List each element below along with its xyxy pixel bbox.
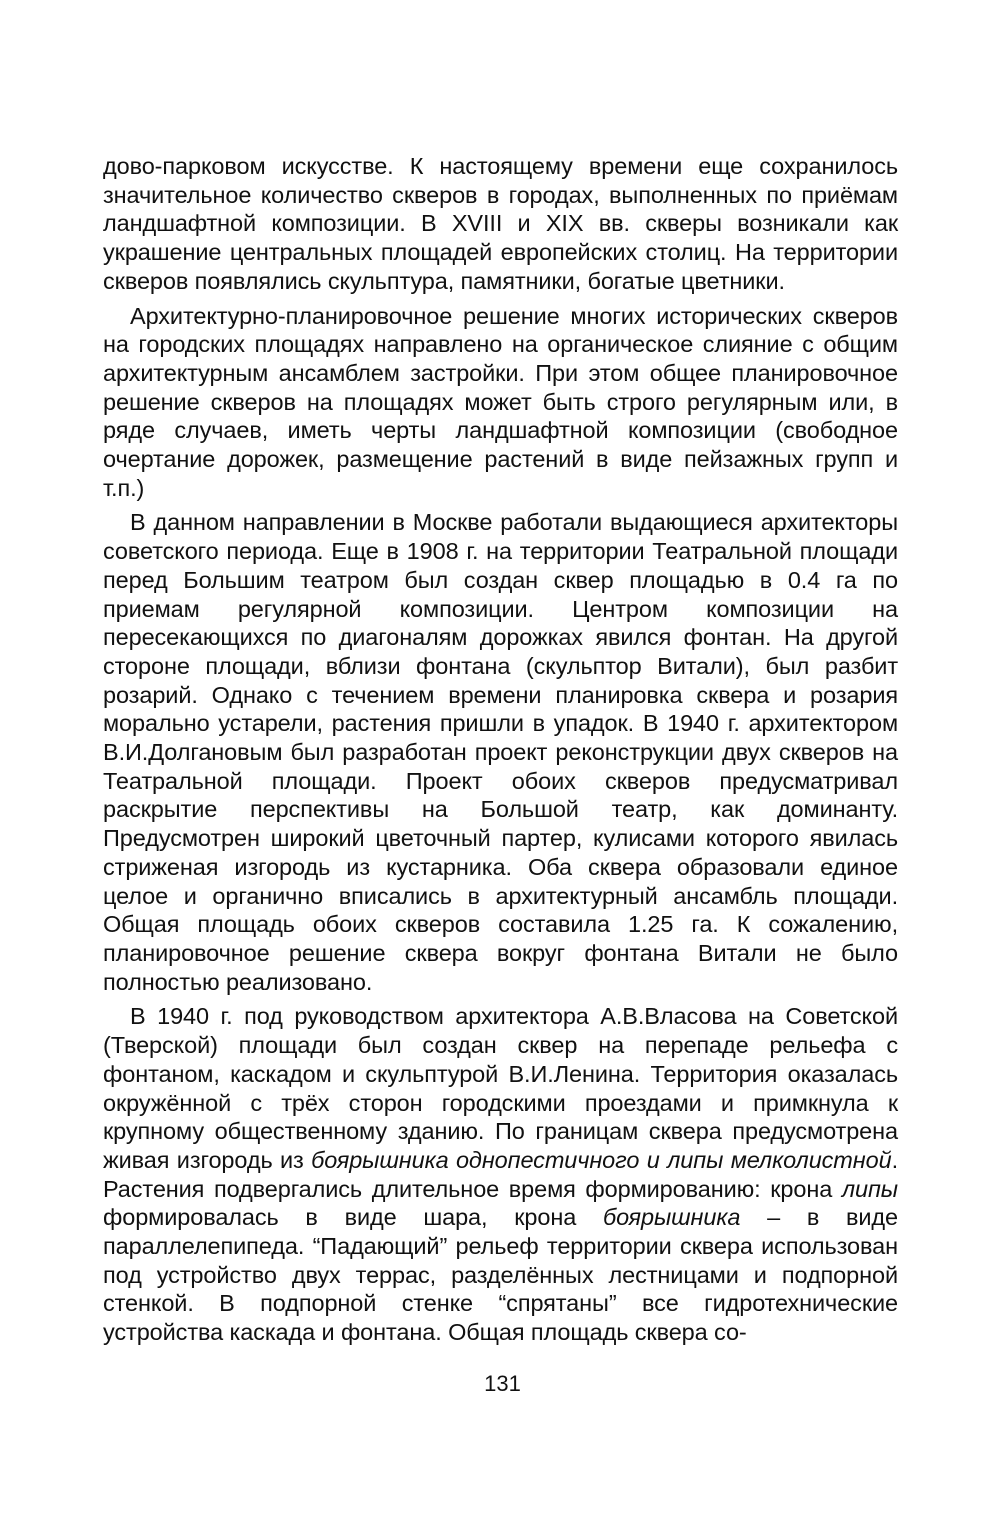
paragraph-2: Архитектурно-планировочное решение многих исторических скверов на городских площадях направлено на органическое слияние с общим архитектурным ансамблем застройки. При этом общее планировочное решение скверов на площадях может быть строго регулярным или, в ряде случаев, иметь черты ландшафтной композиции (свободное очертание дорожек, размещение растений в виде пейзажных групп и т.п.)	[103, 302, 898, 501]
paragraph-4-text-d: – в виде параллелепипеда. “Падающий” рельеф территории сквера использован под устройство двух террас, разделённых лестницами и подпорной стенкой. В подпорной стенке “спрятаны” все гидротехнические устройства каскада и фонтана. Общая площадь сквера со-	[103, 1204, 898, 1346]
paragraph-1: дово-парковом искусстве. К настоящему времени еще сохранилось значительное количество скверов в городах, выполненных по приёмам ландшафтной композиции. В XVIII и XIX вв. скверы возникали как украшение центральных площадей европейских столиц. На территории скверов появлялись скульптура, памятники, богатые цветники.	[103, 153, 898, 294]
paragraph-4-text-c: формировалась в виде шара, крона	[103, 1204, 603, 1231]
paragraph-4	[103, 1002, 898, 1346]
paragraph-4-italic-linden: липы	[841, 1175, 898, 1202]
paragraph-3: В данном направлении в Москве работали выдающиеся архитекторы советского периода. Еще в 1908 г. на территории Театральной площади перед Большим театром был создан сквер площадью в 0.4 га по приемам регулярной композиции. Центром композиции на пересекающихся по диагоналям дорожках явился фонтан. На другой стороне площади, вблизи фонтана (скульптор Витали), был разбит розарий. Однако с течением времени планировка сквера и розария морально устарели, растения пришли в упадок. В 1940 г. архитектором В.И.Долгановым был разработан проект реконструкции двух скверов на Театральной площади. Проект обоих скверов предусматривал раскрытие перспективы на Большой театр, как доминанту. Предусмотрен широкий цветочный партер, кулисами которого явилась стриженая изгородь из кустарника. Оба сквера образовали единое целое и органично вписались в архитектурный ансамбль площади. Общая площадь обоих скверов составила 1.25 га. К сожалению, планировочное решение сквера вокруг фонтана Витали не было полностью реализовано.	[103, 509, 898, 995]
paragraph-4-text-b: . Растения подвергались длительное время формированию: крона	[103, 1146, 898, 1202]
paragraph-4-italic-hawthorn: боярышника	[602, 1204, 741, 1231]
paragraph-4-text-a: В 1940 г. под руководством архитектора А.В.Власова на Советской (Тверской) площади был создан сквер на перепаде рельефа с фонтаном, каскадом и скульптурой В.И.Ленина. Территория оказалась окружённой с трёх сторон городскими проездами и примкнула к крупному общественному зданию. По границам сквера предусмотрена живая изгородь из	[103, 1003, 898, 1173]
page-number: 131	[484, 1371, 521, 1396]
paragraph-4-italic-species: боярышника однопестичного и липы мелколистной	[311, 1146, 892, 1173]
page-body	[103, 152, 898, 1347]
